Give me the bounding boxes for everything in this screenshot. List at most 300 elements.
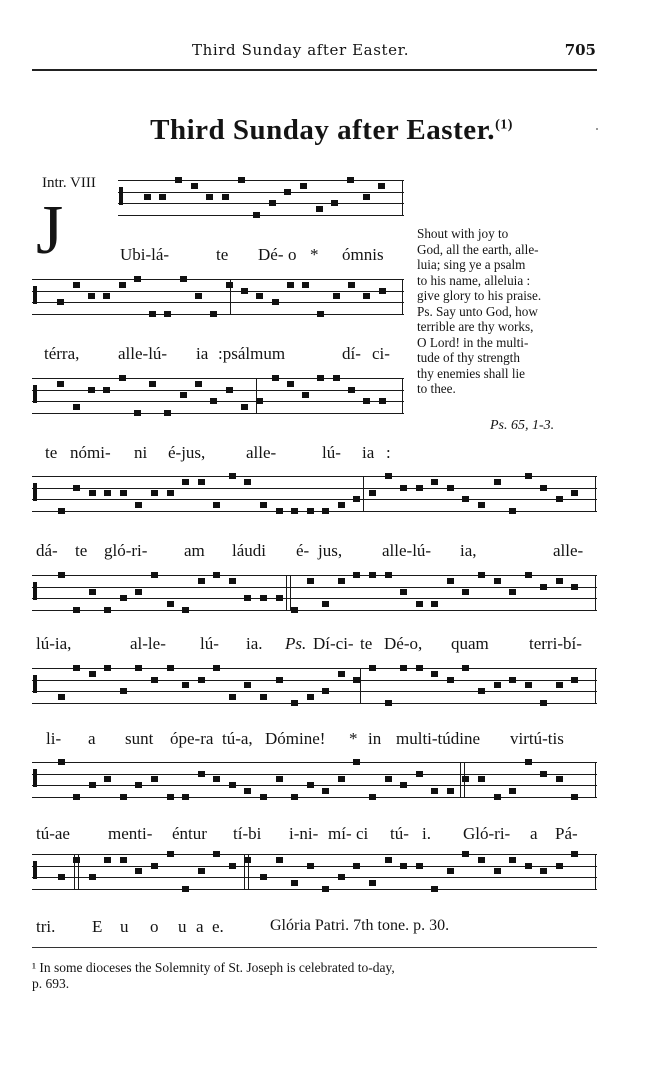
staff-line (32, 401, 404, 402)
lyric-syllable: Gló-ri- (463, 824, 511, 843)
neume-note (229, 578, 236, 584)
translation-line: God, all the earth, alle- (417, 241, 539, 257)
lyric-syllable: e. (212, 917, 224, 936)
division-bar (290, 575, 291, 610)
neume-note (509, 589, 516, 595)
page-number: 705 (564, 41, 596, 59)
neume-note (272, 375, 279, 381)
neume-note (287, 381, 294, 387)
neume-note (447, 868, 454, 874)
neume-note (322, 886, 329, 892)
neume-note (244, 479, 251, 485)
neume-note (338, 578, 345, 584)
translation-line: O Lord! in the multi- (417, 334, 529, 350)
staff-line (32, 889, 597, 890)
neume-note (58, 694, 65, 700)
neume-note (120, 794, 127, 800)
translation-line: to thee. (417, 381, 456, 396)
neume-note (73, 485, 80, 491)
neume-note (226, 282, 233, 288)
lyric-syllable: jus, (318, 541, 343, 560)
lyric-syllable: dá- (36, 541, 58, 560)
translation-line: give glory to his praise. (417, 288, 542, 303)
neume-note (571, 584, 578, 590)
neume-note (494, 868, 501, 874)
neume-note (144, 194, 151, 200)
lyric-syllable: :psálmum (218, 344, 286, 363)
neume-note (400, 665, 407, 671)
neume-note (244, 857, 251, 863)
lyric-syllable: láudi (232, 541, 266, 560)
neume-note (416, 485, 423, 491)
lyric-syllable: ci (356, 824, 369, 843)
lyric-syllable: te (360, 634, 373, 653)
neume-note (89, 589, 96, 595)
translation-line: luia; sing ye a psalm (417, 257, 526, 272)
neume-note (369, 665, 376, 671)
staff-line (32, 610, 597, 611)
neume-note (260, 595, 267, 601)
lyric-syllable: mí- (328, 824, 352, 843)
neume-note (229, 782, 236, 788)
lyric-syllable: tú-a, (222, 729, 253, 748)
clef-mark (33, 385, 37, 403)
staff-end-bar (595, 762, 596, 797)
neume-note (73, 665, 80, 671)
neume-note (316, 206, 323, 212)
neume-note (198, 868, 205, 874)
neume-note (167, 665, 174, 671)
neume-note (462, 776, 469, 782)
neume-note (369, 490, 376, 496)
neume-note (353, 572, 360, 578)
lyric-syllable: terri-bí- (529, 634, 582, 653)
footnote-line: p. 693. (32, 976, 70, 991)
neume-note (385, 857, 392, 863)
staff-line (32, 314, 404, 315)
lyric-syllable: tú- (390, 824, 409, 843)
division-bar (256, 378, 257, 413)
neume-note (525, 682, 532, 688)
neume-note (300, 183, 307, 189)
neume-note (149, 311, 156, 317)
neume-note (167, 490, 174, 496)
neume-note (291, 700, 298, 706)
neume-note (195, 293, 202, 299)
lyric-syllable: * (310, 245, 319, 264)
header-rule (32, 69, 597, 71)
staff-end-bar (402, 279, 403, 314)
neume-note (462, 665, 469, 671)
neume-note (276, 677, 283, 683)
neume-note (525, 572, 532, 578)
neume-note (104, 607, 111, 613)
neume-note (229, 863, 236, 869)
footnote-reference: (1) (495, 117, 513, 133)
neume-note (333, 293, 340, 299)
lyric-syllable: i-ni- (289, 824, 319, 843)
neume-note (317, 375, 324, 381)
neume-note (379, 288, 386, 294)
lyric-syllable: alle-lú- (118, 344, 168, 363)
neume-note (509, 788, 516, 794)
neume-note (198, 771, 205, 777)
neume-note (164, 410, 171, 416)
neume-note (198, 479, 205, 485)
lyric-syllable: alle-lú- (382, 541, 432, 560)
neume-note (494, 682, 501, 688)
neume-note (104, 776, 111, 782)
neume-note (431, 479, 438, 485)
lyric-syllable: tri. (36, 917, 56, 936)
neume-note (571, 794, 578, 800)
running-header (32, 37, 596, 65)
neume-note (307, 508, 314, 514)
lyric-syllable: é- (296, 541, 310, 560)
neume-note (478, 572, 485, 578)
neume-note (353, 677, 360, 683)
neume-note (525, 863, 532, 869)
neume-note (213, 502, 220, 508)
lyric-syllable: Ps. (285, 634, 307, 653)
gloria-patri-reference: Glória Patri. 7th tone. p. 30. (270, 917, 450, 934)
neume-note (509, 677, 516, 683)
neume-note (58, 572, 65, 578)
neume-note (540, 485, 547, 491)
lyric-syllable: virtú-tis (510, 729, 564, 748)
staff-line (32, 866, 597, 867)
lyric-syllable: : (386, 443, 391, 462)
neume-note (353, 496, 360, 502)
neume-note (291, 794, 298, 800)
neume-note (291, 607, 298, 613)
staff-line (32, 302, 404, 303)
neume-note (525, 759, 532, 765)
neume-note (167, 851, 174, 857)
neume-note (307, 782, 314, 788)
neume-note (556, 578, 563, 584)
neume-note (431, 671, 438, 677)
neume-note (213, 776, 220, 782)
division-bar (360, 668, 361, 703)
lyric-syllable: o (150, 917, 159, 936)
neume-note (164, 311, 171, 317)
staff-line (32, 476, 597, 477)
neume-note (400, 863, 407, 869)
lyric-syllable: te (45, 443, 58, 462)
division-bar (460, 762, 461, 797)
staff-line (32, 877, 597, 878)
neume-note (348, 282, 355, 288)
neume-note (571, 677, 578, 683)
footnote (32, 960, 597, 992)
lyric-syllable: a (196, 917, 204, 936)
translation-line: Shout with joy to (417, 226, 509, 241)
neume-note (241, 404, 248, 410)
neume-note (276, 595, 283, 601)
lyric-syllable: gló-ri- (104, 541, 148, 560)
lyric-syllable: am (184, 541, 205, 560)
lyric-syllable: alle- (246, 443, 277, 462)
neume-note (180, 392, 187, 398)
lyric-syllable: o (288, 245, 297, 264)
lyric-syllable: lú- (322, 443, 341, 462)
neume-note (191, 183, 198, 189)
lyric-syllable: Dé- (258, 245, 284, 264)
lyric-syllable: ni (134, 443, 148, 462)
neume-note (509, 857, 516, 863)
neume-note (104, 665, 111, 671)
neume-note (159, 194, 166, 200)
staff-line (32, 499, 597, 500)
neume-note (195, 381, 202, 387)
lyric-syllable: Dé-o, (384, 634, 423, 653)
neume-note (416, 863, 423, 869)
neume-note (540, 771, 547, 777)
neume-note (135, 665, 142, 671)
neume-note (253, 212, 260, 218)
neume-note (338, 776, 345, 782)
neume-note (135, 868, 142, 874)
lyric-syllable: Ubi-lá- (120, 245, 170, 264)
lyric-syllable: éntur (172, 824, 207, 843)
lyric-syllable: sunt (125, 729, 154, 748)
lyric-syllable: al-le- (130, 634, 166, 653)
lyric-syllable: ia (196, 344, 209, 363)
lyric-syllable: E (92, 917, 103, 936)
staff-line (32, 762, 597, 763)
neume-note (222, 194, 229, 200)
neume-note (363, 194, 370, 200)
neume-note (369, 572, 376, 578)
neume-note (400, 485, 407, 491)
staff-line (32, 854, 597, 855)
initial-letter: J (36, 192, 64, 269)
neume-note (347, 177, 354, 183)
neume-note (89, 874, 96, 880)
neume-note (149, 381, 156, 387)
neume-note (556, 863, 563, 869)
neume-note (363, 293, 370, 299)
staff-end-bar (595, 668, 596, 703)
division-bar (286, 575, 287, 610)
neume-note (284, 189, 291, 195)
neume-note (73, 404, 80, 410)
clef-mark (119, 187, 123, 205)
neume-note (385, 473, 392, 479)
neume-note (226, 387, 233, 393)
neume-note (447, 578, 454, 584)
lyric-syllable: ci- (372, 344, 390, 363)
neume-note (416, 665, 423, 671)
lyric-syllable: u (120, 917, 129, 936)
lyric-syllable: menti- (108, 824, 153, 843)
neume-note (119, 282, 126, 288)
neume-note (333, 375, 340, 381)
neume-note (400, 782, 407, 788)
neume-note (260, 694, 267, 700)
neume-note (210, 398, 217, 404)
clef-mark (33, 675, 37, 693)
staff-end-bar (402, 378, 403, 413)
neume-note (89, 490, 96, 496)
translation-line: thy enemies shall lie (417, 365, 526, 381)
neume-note (182, 794, 189, 800)
neume-note (269, 200, 276, 206)
neume-note (363, 398, 370, 404)
translation-line: Ps. Say unto God, how (417, 303, 538, 319)
translation-line: to his name, alleluia : (417, 272, 531, 288)
lyric-syllable: multi-túdine (396, 729, 481, 748)
neume-note (120, 688, 127, 694)
neume-note (151, 572, 158, 578)
neume-note (494, 578, 501, 584)
translation-line: terrible are thy works, (417, 319, 534, 334)
neume-note (276, 776, 283, 782)
neume-note (540, 584, 547, 590)
lyric-syllable: a (530, 824, 538, 843)
neume-note (206, 194, 213, 200)
neume-note (213, 851, 220, 857)
neume-note (260, 874, 267, 880)
neume-note (307, 863, 314, 869)
neume-note (447, 788, 454, 794)
footnote-rule (32, 947, 597, 948)
neume-note (385, 700, 392, 706)
lyric-syllable: tú-ae (36, 824, 70, 843)
neume-note (213, 572, 220, 578)
neume-note (385, 776, 392, 782)
neume-note (307, 694, 314, 700)
staff-end-bar (595, 575, 596, 610)
neume-note (180, 276, 187, 282)
staff-line (32, 598, 597, 599)
neume-note (287, 282, 294, 288)
neume-note (198, 578, 205, 584)
lyric-syllable: in (368, 729, 382, 748)
neume-note (58, 508, 65, 514)
staff-line (32, 785, 597, 786)
page-title (0, 114, 663, 147)
neume-note (119, 375, 126, 381)
neume-note (120, 595, 127, 601)
neume-note (256, 398, 263, 404)
lyric-syllable: ia. (246, 634, 263, 653)
neume-note (478, 776, 485, 782)
neume-note (462, 589, 469, 595)
staff-line (32, 703, 597, 704)
neume-note (58, 759, 65, 765)
neume-note (291, 880, 298, 886)
lyric-syllable: nómi- (70, 443, 111, 462)
neume-note (307, 578, 314, 584)
neume-note (369, 794, 376, 800)
lyric-syllable: alle- (553, 541, 584, 560)
lyric-syllable: Dómine! (265, 729, 326, 748)
neume-note (244, 682, 251, 688)
neume-note (556, 776, 563, 782)
neume-note (198, 677, 205, 683)
neume-note (182, 682, 189, 688)
neume-note (338, 502, 345, 508)
neume-note (400, 589, 407, 595)
neume-note (241, 288, 248, 294)
staff-line (118, 192, 404, 193)
neume-note (182, 886, 189, 892)
lyric-syllable: u (178, 917, 187, 936)
footnote-line: ¹ In some dioceses the Solemnity of St. Joseph is celebrated to-day, (32, 960, 395, 975)
neume-note (151, 776, 158, 782)
lyric-syllable: ómnis (342, 245, 384, 264)
introit-label: Intr. VIII (42, 175, 96, 191)
neume-note (104, 490, 111, 496)
staff-line (32, 668, 597, 669)
neume-note (57, 381, 64, 387)
neume-note (135, 502, 142, 508)
clef-mark (33, 769, 37, 787)
neume-note (447, 485, 454, 491)
neume-note (494, 479, 501, 485)
neume-note (120, 857, 127, 863)
neume-note (369, 880, 376, 886)
neume-note (353, 863, 360, 869)
lyric-syllable: te (216, 245, 229, 264)
neume-note (134, 276, 141, 282)
staff-line (32, 279, 404, 280)
staff-end-bar (595, 476, 596, 511)
neume-note (556, 682, 563, 688)
neume-note (182, 479, 189, 485)
staff-line (118, 180, 404, 181)
running-header-title: Third Sunday after Easter. (192, 41, 410, 59)
neume-note (167, 794, 174, 800)
neume-note (272, 299, 279, 305)
neume-note (447, 677, 454, 683)
neume-note (338, 874, 345, 880)
neume-note (167, 601, 174, 607)
neume-note (379, 398, 386, 404)
staff-line (118, 215, 404, 216)
neume-note (353, 759, 360, 765)
neume-note (478, 857, 485, 863)
neume-note (509, 508, 516, 514)
staff-line (32, 378, 404, 379)
clef-mark (33, 286, 37, 304)
neume-note (540, 868, 547, 874)
lyric-syllable: * (349, 729, 358, 748)
english-translation (417, 226, 595, 397)
neume-note (229, 694, 236, 700)
neume-note (73, 282, 80, 288)
neume-note (431, 788, 438, 794)
neume-note (73, 607, 80, 613)
lyric-syllable: ia (362, 443, 375, 462)
neume-note (317, 311, 324, 317)
lyric-syllable: i. (422, 824, 431, 843)
lyric-syllable: lú- (200, 634, 219, 653)
staff-line (32, 797, 597, 798)
neume-note (213, 665, 220, 671)
neume-note (291, 508, 298, 514)
clef-mark (33, 483, 37, 501)
lyric-syllable: térra, (44, 344, 80, 363)
neume-note (88, 293, 95, 299)
neume-note (416, 601, 423, 607)
neume-note (302, 282, 309, 288)
neume-note (571, 851, 578, 857)
neume-note (73, 857, 80, 863)
division-bar (363, 476, 364, 511)
